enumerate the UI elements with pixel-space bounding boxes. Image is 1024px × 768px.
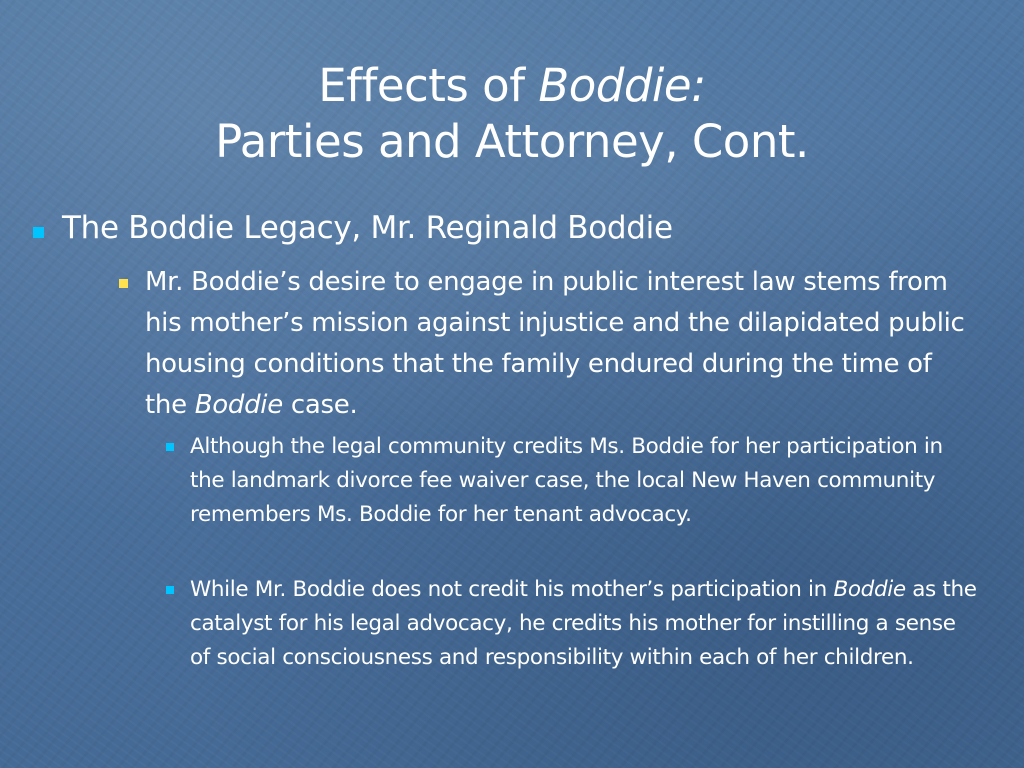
square-bullet-icon: [166, 443, 174, 451]
title-case-name: Boddie:: [538, 59, 706, 112]
bullet-level-2-case-name: Boddie: [194, 390, 283, 420]
bullet-level-3-first-text: Although the legal community credits Ms. Boddie for her participation in the landmark divorce fee waiver case, the local New Haven community remembers Ms. Boddie for her tenant advocacy.: [190, 434, 943, 527]
bullet-level-1: [62, 208, 673, 248]
bullet-level-3-second: [190, 573, 980, 675]
bullet-level-1-text: The Boddie Legacy, Mr. Reginald Boddie: [62, 210, 673, 246]
bullet-level-3-second-text-end: as the catalyst for his legal advocacy, he credits his mother for instilling a sense of social consciousness and responsibility within each of her children.: [190, 577, 977, 670]
bullet-level-2: [145, 262, 970, 426]
bullet-level-3-second-text: While Mr. Boddie does not credit his mother’s participation in: [190, 577, 834, 602]
bullet-level-3-second-case-name: Boddie: [833, 577, 906, 602]
square-bullet-icon: [119, 279, 128, 288]
slide-title: [40, 58, 984, 170]
title-prefix: Effects of: [318, 59, 539, 112]
title-line-1: [40, 58, 984, 114]
title-line-2: Parties and Attorney, Cont.: [215, 115, 809, 168]
square-bullet-icon: [33, 227, 44, 238]
bullet-level-3-first: [190, 430, 980, 532]
square-bullet-icon: [166, 586, 174, 594]
bullet-level-2-text: Mr. Boddie’s desire to engage in public interest law stems from his mother’s mission against injustice and the dilapidated public housing conditions that the family endured during the time of the: [145, 267, 965, 420]
bullet-level-2-text-end: case.: [282, 390, 358, 420]
